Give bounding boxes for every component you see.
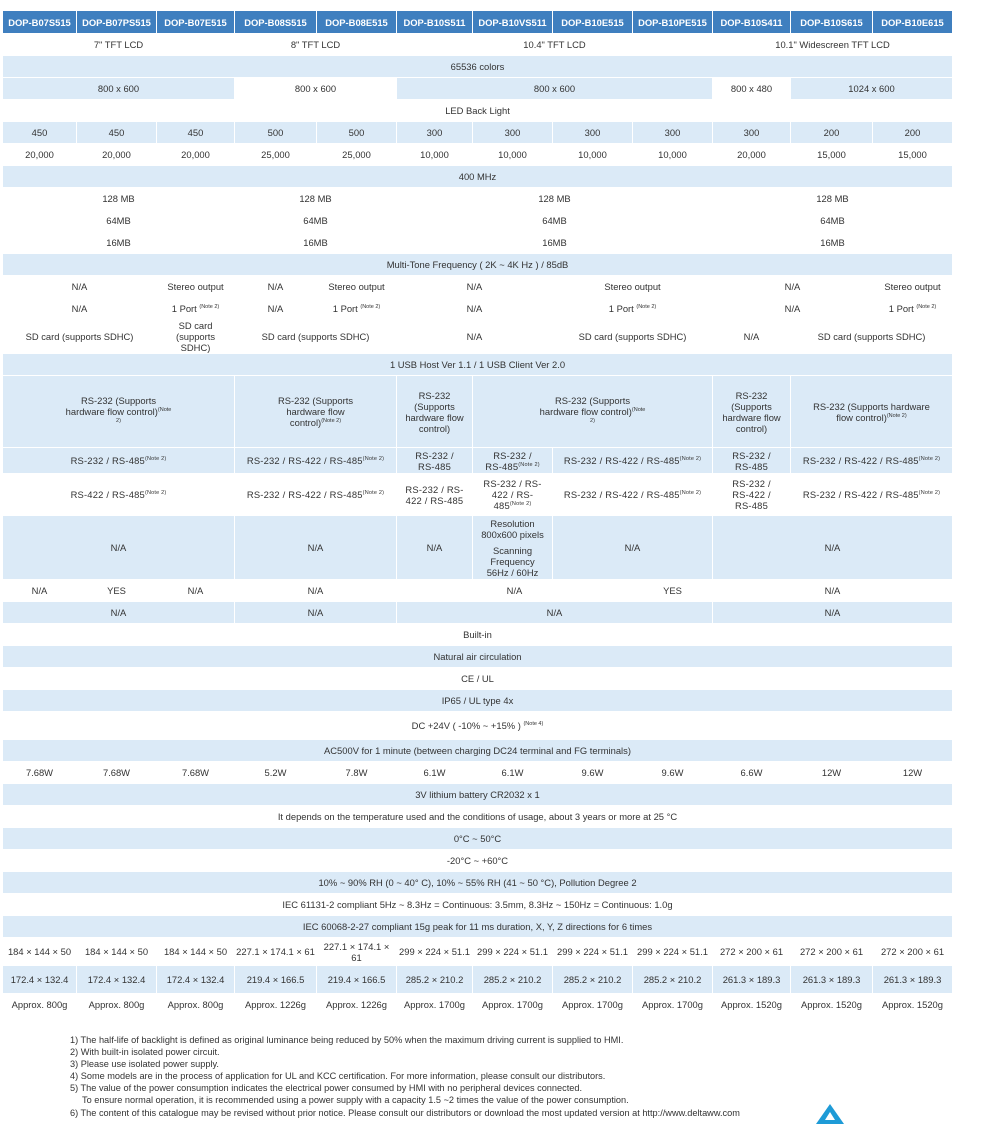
vga-resolution-label: Resolution <box>490 517 535 529</box>
power-cell: 7.68W <box>77 762 157 784</box>
vga-cell: N/A <box>713 516 953 580</box>
power-cell: 9.6W <box>553 762 633 784</box>
backlight-cell: LED Back Light <box>3 100 953 122</box>
brightness-cell: 500 <box>317 122 397 144</box>
brightness-cell: 300 <box>473 122 553 144</box>
weight-cell: Approx. 1700g <box>397 994 473 1016</box>
model-header: DOP-B08E515 <box>317 11 397 34</box>
dimensions-cell: 272 × 200 × 61 <box>873 938 953 966</box>
audio-cell: Stereo output <box>553 276 713 298</box>
audio-cell: N/A <box>397 276 553 298</box>
com3-cell: $RS-422 / RS-485^{(Note 2)}$ <box>3 474 235 516</box>
expansion-cell: YES <box>77 580 157 602</box>
power-cell: 7.68W <box>3 762 77 784</box>
vibration-row <box>3 894 953 916</box>
footnotes <box>70 1034 830 1119</box>
com1-cell: RS-232 (Supports hardware flow control)$^{(Note 2)}$ <box>473 376 713 448</box>
brightness-cell: 300 <box>713 122 791 144</box>
dimensions-cell: 184 × 144 × 50 <box>77 938 157 966</box>
expansion-cell: N/A <box>397 580 633 602</box>
backlight-life-cell: 10,000 <box>553 144 633 166</box>
footnote: 4) Some models are in the process of application for UL and KCC certification. For more information, please consult our distributors. <box>70 1071 606 1082</box>
com2-cell: RS-232 / RS-485 <box>397 448 473 474</box>
sdcard-cell: SD card (supports SDHC) <box>235 320 397 354</box>
audio-cell: Stereo output <box>317 276 397 298</box>
ethernet-cell: 1 Port $^{(Note 2)}$ <box>317 298 397 320</box>
model-header: DOP-B10S511 <box>397 11 473 34</box>
usb-cell: 1 USB Host Ver 1.1 / 1 USB Client Ver 2.0 <box>3 354 953 376</box>
audio-cell: Stereo output <box>157 276 235 298</box>
voltage-row <box>3 712 953 740</box>
vga-row <box>3 516 953 580</box>
power-cell: 12W <box>873 762 953 784</box>
com2-cell: $RS-232 / RS-485^{(Note 2)}$ <box>473 448 553 474</box>
expansion-cell: N/A <box>3 580 77 602</box>
memory-cell: 16MB <box>397 232 713 254</box>
expansion-cell: N/A <box>157 580 235 602</box>
ram-cell: 64MB <box>3 210 235 232</box>
com2-cell: $RS-232 / RS-422 / RS-485^{(Note 2)}$ <box>553 448 713 474</box>
vga-spec-cell <box>473 516 553 580</box>
memory-cell: 16MB <box>713 232 953 254</box>
com3-cell: $RS-232 / RS-422 / RS-485^{(Note 2)}$ <box>791 474 953 516</box>
model-header: DOP-B10E515 <box>553 11 633 34</box>
brightness-cell: 500 <box>235 122 317 144</box>
com3-row <box>3 474 953 516</box>
com3-cell: RS-232 / RS-422 / RS-485 <box>713 474 791 516</box>
audio-row <box>3 276 953 298</box>
flash-cell: 128 MB <box>397 188 713 210</box>
ethernet-cell: 1 Port $^{(Note 2)}$ <box>873 298 953 320</box>
cpu-row <box>3 166 953 188</box>
extra-cell: N/A <box>3 602 235 624</box>
footnote: To ensure normal operation, it is recommended using a power supply with a capacity 1.5 ~2 times the value of the power consumption. <box>82 1095 629 1106</box>
flash-cell: 128 MB <box>713 188 953 210</box>
dimensions-cell: 299 × 224 × 51.1 <box>397 938 473 966</box>
battery-cell: 3V lithium battery CR2032 x 1 <box>3 784 953 806</box>
model-header: DOP-B07PS515 <box>77 11 157 34</box>
audio-cell: N/A <box>3 276 157 298</box>
com2-cell: $RS-232 / RS-485^{(Note 2)}$ <box>3 448 235 474</box>
audio-cell: Stereo output <box>873 276 953 298</box>
waterproof-row <box>3 690 953 712</box>
storage-temp-row <box>3 850 953 872</box>
voltage-cell: DC +24V ( -10% ~ +15% ) $^{(Note 4)}$ <box>3 712 953 740</box>
backlight-life-cell: 25,000 <box>317 144 397 166</box>
footnote: 1) The half-life of backlight is defined as original luminance being reduced by 50% when the maximum driving current is supplied to HMI. <box>70 1035 624 1045</box>
weight-cell: Approx. 1700g <box>553 994 633 1016</box>
cutout-cell: 285.2 × 210.2 <box>633 966 713 994</box>
com1-cell: RS-232 (Supports hardware flow control) <box>713 376 791 448</box>
buzzer-cell: Multi-Tone Frequency ( 2K ~ 4K Hz ) / 85dB <box>3 254 953 276</box>
sdcard-cell: SD card (supports SDHC) <box>791 320 953 354</box>
cutout-cell: 285.2 × 210.2 <box>397 966 473 994</box>
power-cell: 7.8W <box>317 762 397 784</box>
weight-cell: Approx. 1520g <box>791 994 873 1016</box>
extra-cell: N/A <box>235 602 397 624</box>
cutout-cell: 172.4 × 132.4 <box>3 966 77 994</box>
expansion-cell: N/A <box>235 580 397 602</box>
audio-cell: N/A <box>235 276 317 298</box>
dimensions-cell: 227.1 × 174.1 × 61 <box>235 938 317 966</box>
display-row <box>3 34 953 56</box>
weight-cell: Approx. 1226g <box>235 994 317 1016</box>
rtc-cell: Built-in <box>3 624 953 646</box>
ram-row <box>3 210 953 232</box>
ethernet-cell: 1 Port $^{(Note 2)}$ <box>553 298 713 320</box>
brightness-cell: 450 <box>157 122 235 144</box>
vga-cell: N/A <box>3 516 235 580</box>
power-row <box>3 762 953 784</box>
cutout-cell: 285.2 × 210.2 <box>473 966 553 994</box>
com1-row <box>3 376 953 448</box>
ethernet-cell: N/A <box>3 298 157 320</box>
sdcard-cell: SD card (supports SDHC) <box>553 320 713 354</box>
shock-cell: IEC 60068-2-27 compliant 15g peak for 11 ms duration, X, Y, Z directions for 6 times <box>3 916 953 938</box>
model-header: DOP-B10S411 <box>713 11 791 34</box>
approval-row <box>3 668 953 690</box>
dimensions-cell: 299 × 224 × 51.1 <box>473 938 553 966</box>
brightness-row <box>3 122 953 144</box>
sdcard-cell: SD card (supports SDHC) <box>3 320 157 354</box>
vga-scan-label: Scanning Frequency <box>490 544 535 567</box>
sdcard-cell: N/A <box>713 320 791 354</box>
model-header: DOP-B10S615 <box>791 11 873 34</box>
cooling-row <box>3 646 953 668</box>
flash-cell: 128 MB <box>235 188 397 210</box>
backlight-life-cell: 20,000 <box>77 144 157 166</box>
dimensions-cell: 184 × 144 × 50 <box>3 938 77 966</box>
display-cell: 10.4" TFT LCD <box>397 34 713 56</box>
model-header: DOP-B07E515 <box>157 11 235 34</box>
rtc-row <box>3 624 953 646</box>
voltage-endurance-cell: AC500V for 1 minute (between charging DC24 terminal and FG terminals) <box>3 740 953 762</box>
backlight-life-cell: 15,000 <box>791 144 873 166</box>
expansion-row <box>3 580 953 602</box>
flash-row <box>3 188 953 210</box>
cutout-cell: 261.3 × 189.3 <box>873 966 953 994</box>
flash-cell: 128 MB <box>3 188 235 210</box>
weight-cell: Approx. 1520g <box>873 994 953 1016</box>
cutout-cell: 172.4 × 132.4 <box>157 966 235 994</box>
dimensions-cell: 227.1 × 174.1 × 61 <box>317 938 397 966</box>
com3-cell: RS-232 / RS-422 / RS-485 <box>397 474 473 516</box>
ethernet-cell: 1 Port $^{(Note 2)}$ <box>157 298 235 320</box>
op-temp-row <box>3 828 953 850</box>
backlight-life-cell: 20,000 <box>713 144 791 166</box>
humidity-row <box>3 872 953 894</box>
backlight-life-cell: 20,000 <box>157 144 235 166</box>
battery-row <box>3 784 953 806</box>
sdcard-cell: N/A <box>397 320 553 354</box>
storage-temp-cell: -20°C ~ +60°C <box>3 850 953 872</box>
weight-cell: Approx. 1520g <box>713 994 791 1016</box>
footnote: 3) Please use isolated power supply. <box>70 1059 219 1070</box>
cutout-cell: 261.3 × 189.3 <box>791 966 873 994</box>
extra-row <box>3 602 953 624</box>
power-cell: 5.2W <box>235 762 317 784</box>
colors-row <box>3 56 953 78</box>
backlight-row <box>3 100 953 122</box>
expansion-cell: YES <box>633 580 713 602</box>
backlight-life-cell: 10,000 <box>397 144 473 166</box>
weight-cell: Approx. 800g <box>3 994 77 1016</box>
ethernet-row <box>3 298 953 320</box>
brightness-cell: 450 <box>3 122 77 144</box>
colors-cell: 65536 colors <box>3 56 953 78</box>
extra-cell: N/A <box>713 602 953 624</box>
ram-cell: 64MB <box>713 210 953 232</box>
waterproof-cell: IP65 / UL type 4x <box>3 690 953 712</box>
extra-cell: N/A <box>397 602 713 624</box>
cutout-cell: 285.2 × 210.2 <box>553 966 633 994</box>
brightness-cell: 200 <box>791 122 873 144</box>
backlight-life-cell: 15,000 <box>873 144 953 166</box>
brightness-cell: 300 <box>553 122 633 144</box>
dimensions-cell: 272 × 200 × 61 <box>791 938 873 966</box>
ram-cell: 64MB <box>397 210 713 232</box>
vga-cell: N/A <box>235 516 397 580</box>
expansion-cell: N/A <box>713 580 953 602</box>
footnote: 6) The content of this catalogue may be revised without prior notice. Please consult our distributors or download the most updated version at http://www.deltaww.com <box>70 1107 740 1118</box>
weight-cell: Approx. 1700g <box>473 994 553 1016</box>
usb-row <box>3 354 953 376</box>
weight-cell: Approx. 1226g <box>317 994 397 1016</box>
model-header-row <box>3 11 953 34</box>
com1-cell: RS-232 (Supports hardware flow control)$^{(Note 2)}$ <box>235 376 397 448</box>
dimensions-cell: 299 × 224 × 51.1 <box>633 938 713 966</box>
vibration-cell: IEC 61131-2 compliant 5Hz ~ 8.3Hz = Continuous: 3.5mm, 8.3Hz ~ 150Hz = Continuous: 1.0g <box>3 894 953 916</box>
brightness-cell: 300 <box>633 122 713 144</box>
backlight-life-cell: 10,000 <box>633 144 713 166</box>
vga-scan-value: 56Hz / 60Hz <box>486 566 539 578</box>
resolution-row <box>3 78 953 100</box>
cutout-cell: 219.4 × 166.5 <box>317 966 397 994</box>
com1-cell: RS-232 (Supports hardware flow control)$^{(Note 2)}$ <box>791 376 953 448</box>
resolution-cell: 1024 x 600 <box>791 78 953 100</box>
resolution-cell: 800 x 480 <box>713 78 791 100</box>
dimensions-cell: 299 × 224 × 51.1 <box>553 938 633 966</box>
backlight-life-cell: 25,000 <box>235 144 317 166</box>
cutout-row <box>3 966 953 994</box>
weight-cell: Approx. 800g <box>157 994 235 1016</box>
weight-cell: Approx. 1700g <box>633 994 713 1016</box>
com1-cell: RS-232 (Supports hardware flow control)$^{(Note 2)}$ <box>3 376 235 448</box>
dimensions-row <box>3 938 953 966</box>
delta-logo-icon <box>816 1104 844 1124</box>
memory-cell: 16MB <box>3 232 235 254</box>
display-cell: 7" TFT LCD <box>3 34 235 56</box>
power-cell: 7.68W <box>157 762 235 784</box>
vga-cell: N/A <box>553 516 713 580</box>
vga-resolution-value: 800x600 pixels <box>481 528 544 540</box>
ethernet-cell: N/A <box>235 298 317 320</box>
approval-cell: CE / UL <box>3 668 953 690</box>
resolution-cell: 800 x 600 <box>397 78 713 100</box>
model-header: DOP-B10E615 <box>873 11 953 34</box>
resolution-cell: 800 x 600 <box>235 78 397 100</box>
model-header: DOP-B07S515 <box>3 11 77 34</box>
ethernet-cell: N/A <box>713 298 873 320</box>
op-temp-cell: 0°C ~ 50°C <box>3 828 953 850</box>
footnote: 2) With built-in isolated power circuit. <box>70 1047 220 1058</box>
com2-cell: RS-232 / RS-485 <box>713 448 791 474</box>
power-cell: 6.6W <box>713 762 791 784</box>
dimensions-cell: 184 × 144 × 50 <box>157 938 235 966</box>
power-cell: 6.1W <box>473 762 553 784</box>
brightness-cell: 300 <box>397 122 473 144</box>
power-cell: 9.6W <box>633 762 713 784</box>
weight-cell: Approx. 800g <box>77 994 157 1016</box>
cutout-cell: 172.4 × 132.4 <box>77 966 157 994</box>
com3-cell: $RS-232 / RS-422 / RS-485^{(Note 2)}$ <box>553 474 713 516</box>
backlight-life-cell: 10,000 <box>473 144 553 166</box>
sdcard-cell: SD card (supports SDHC) <box>157 320 235 354</box>
com3-cell: $RS-232 / RS-422 / RS-485^{(Note 2)}$ <box>473 474 553 516</box>
humidity-cell: 10% ~ 90% RH (0 ~ 40° C), 10% ~ 55% RH (41 ~ 50 °C), Pollution Degree 2 <box>3 872 953 894</box>
com2-cell: $RS-232 / RS-422 / RS-485^{(Note 2)}$ <box>791 448 953 474</box>
spec-table <box>2 10 953 1016</box>
brightness-cell: 450 <box>77 122 157 144</box>
com3-cell: $RS-232 / RS-422 / RS-485^{(Note 2)}$ <box>235 474 397 516</box>
ethernet-cell: N/A <box>397 298 553 320</box>
backlight-life-cell: 20,000 <box>3 144 77 166</box>
memory-cell: 16MB <box>235 232 397 254</box>
display-cell: 8" TFT LCD <box>235 34 397 56</box>
com2-cell: $RS-232 / RS-422 / RS-485^{(Note 2)}$ <box>235 448 397 474</box>
dimensions-cell: 272 × 200 × 61 <box>713 938 791 966</box>
power-cell: 12W <box>791 762 873 784</box>
model-header: DOP-B08S515 <box>235 11 317 34</box>
model-header: DOP-B10PE515 <box>633 11 713 34</box>
brightness-cell: 200 <box>873 122 953 144</box>
buzzer-row <box>3 254 953 276</box>
ram-cell: 64MB <box>235 210 397 232</box>
backlight-life-row <box>3 144 953 166</box>
cpu-cell: 400 MHz <box>3 166 953 188</box>
cutout-cell: 261.3 × 189.3 <box>713 966 791 994</box>
shock-row <box>3 916 953 938</box>
battery-life-cell: It depends on the temperature used and the conditions of usage, about 3 years or more at 25 °C <box>3 806 953 828</box>
memory-row <box>3 232 953 254</box>
sdcard-row <box>3 320 953 354</box>
cooling-cell: Natural air circulation <box>3 646 953 668</box>
resolution-cell: 800 x 600 <box>3 78 235 100</box>
com1-cell: RS-232 (Supports hardware flow control) <box>397 376 473 448</box>
voltage-endurance-row <box>3 740 953 762</box>
footnote: 5) The value of the power consumption indicates the electrical power consumed by HMI with no peripheral devices connected. <box>70 1083 583 1094</box>
weight-row <box>3 994 953 1016</box>
cutout-cell: 219.4 × 166.5 <box>235 966 317 994</box>
audio-cell: N/A <box>713 276 873 298</box>
model-header: DOP-B10VS511 <box>473 11 553 34</box>
power-cell: 6.1W <box>397 762 473 784</box>
battery-life-row <box>3 806 953 828</box>
com2-row <box>3 448 953 474</box>
display-cell: 10.1" Widescreen TFT LCD <box>713 34 953 56</box>
vga-cell: N/A <box>397 516 473 580</box>
